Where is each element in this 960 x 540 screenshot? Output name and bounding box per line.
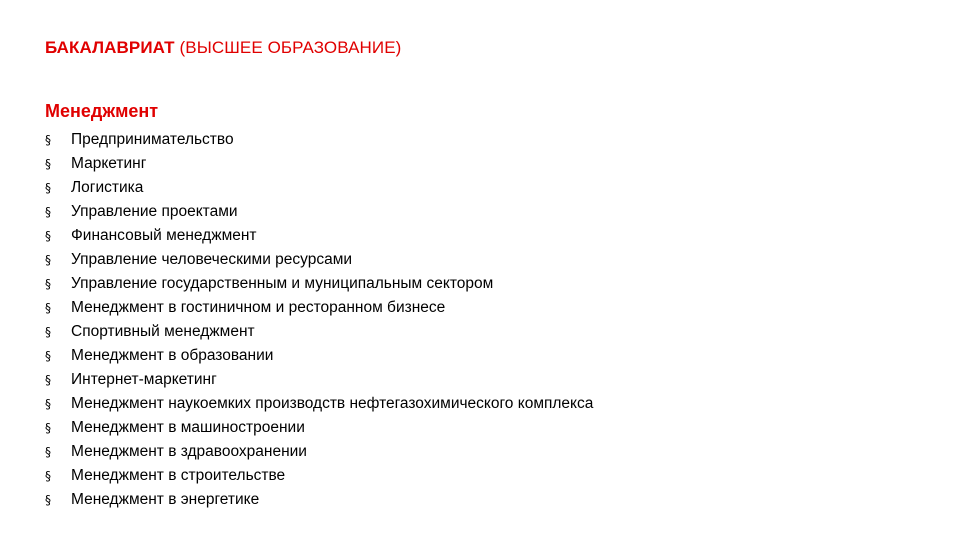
list-item bbox=[45, 464, 593, 488]
list-item-text: Менеджмент наукоемких производств нефтегазохимического комплекса bbox=[71, 395, 594, 412]
section-bullet-icon: § bbox=[45, 469, 51, 483]
section-bullet-icon: § bbox=[45, 493, 51, 507]
list-item-text: Управление проектами bbox=[71, 203, 238, 220]
page-title-rest: (ВЫСШЕЕ ОБРАЗОВАНИЕ) bbox=[174, 38, 402, 57]
section-bullet-icon: § bbox=[45, 325, 51, 339]
section-bullet-icon: § bbox=[45, 181, 51, 195]
section-bullet-icon: § bbox=[45, 349, 51, 363]
list-item bbox=[45, 296, 593, 320]
list-item-text: Спортивный менеджмент bbox=[71, 323, 255, 340]
list-item-text: Менеджмент в энергетике bbox=[71, 491, 260, 508]
list-item-text: Менеджмент в здравоохранении bbox=[71, 443, 307, 460]
program-list bbox=[45, 128, 593, 512]
list-item bbox=[45, 368, 593, 392]
list-item-text: Управление человеческими ресурсами bbox=[71, 251, 353, 268]
section-heading: Менеджмент bbox=[45, 101, 159, 121]
list-item-text: Менеджмент в образовании bbox=[71, 347, 274, 364]
section-bullet-icon: § bbox=[45, 133, 51, 147]
list-item-text: Управление государственным и муниципальным сектором bbox=[71, 275, 494, 292]
list-item bbox=[45, 128, 593, 152]
list-item-text: Финансовый менеджмент bbox=[71, 227, 257, 244]
list-item bbox=[45, 224, 593, 248]
section-bullet-icon: § bbox=[45, 373, 51, 387]
section-bullet-icon: § bbox=[45, 301, 51, 315]
section-bullet-icon: § bbox=[45, 421, 51, 435]
section-bullet-icon: § bbox=[45, 229, 51, 243]
section-bullet-icon: § bbox=[45, 157, 51, 171]
list-item-text: Предпринимательство bbox=[71, 131, 234, 148]
list-item bbox=[45, 344, 593, 368]
page-title bbox=[45, 38, 401, 58]
list-item bbox=[45, 152, 593, 176]
section-bullet-icon: § bbox=[45, 253, 51, 267]
list-item bbox=[45, 200, 593, 224]
list-item bbox=[45, 272, 593, 296]
list-item-text: Логистика bbox=[71, 179, 144, 196]
list-item-text: Интернет-маркетинг bbox=[71, 371, 217, 388]
list-item bbox=[45, 488, 593, 512]
list-item bbox=[45, 176, 593, 200]
list-item-text: Менеджмент в строительстве bbox=[71, 467, 286, 484]
list-item bbox=[45, 248, 593, 272]
list-item bbox=[45, 392, 593, 416]
section-bullet-icon: § bbox=[45, 205, 51, 219]
section-bullet-icon: § bbox=[45, 445, 51, 459]
section-bullet-icon: § bbox=[45, 397, 51, 411]
list-item bbox=[45, 440, 593, 464]
section-bullet-icon: § bbox=[45, 277, 51, 291]
list-item-text: Маркетинг bbox=[71, 155, 147, 172]
list-item bbox=[45, 416, 593, 440]
list-item-text: Менеджмент в гостиничном и ресторанном бизнесе bbox=[71, 299, 446, 316]
list-item-text: Менеджмент в машиностроении bbox=[71, 419, 305, 436]
page-title-bold: БАКАЛАВРИАТ bbox=[45, 38, 175, 57]
list-item bbox=[45, 320, 593, 344]
